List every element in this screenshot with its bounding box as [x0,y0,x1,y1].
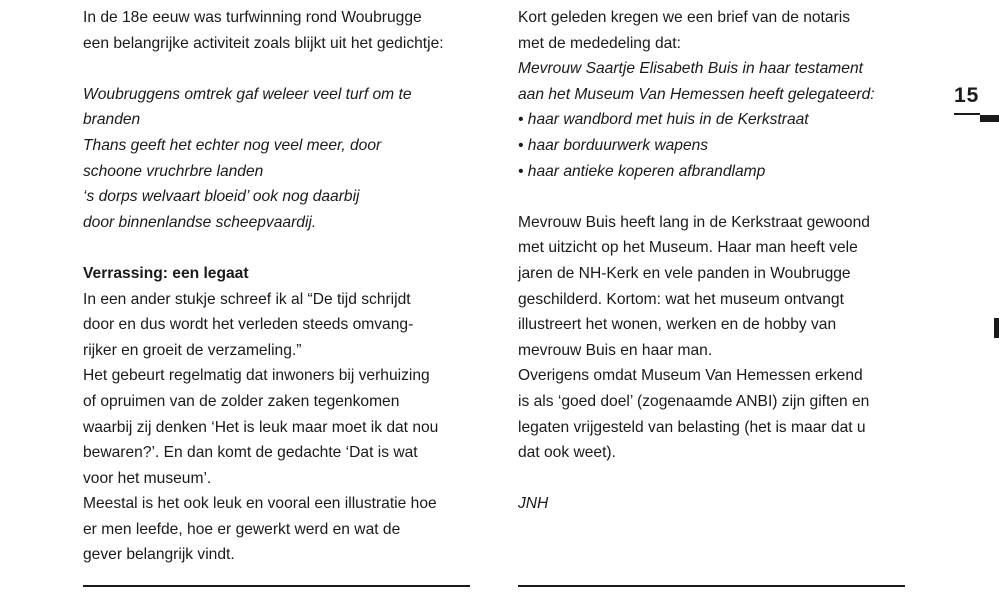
poem-line: Thans geeft het echter nog veel meer, door [83,136,382,154]
body-line: er men leefde, hoe er gewerkt werd en wat de [83,520,401,538]
intro-line: met de mededeling dat: [518,34,681,52]
body-line: met uitzicht op het Museum. Haar man heeft vele [518,239,858,257]
body-line: mevrouw Buis en haar man. [518,341,713,359]
left-bottom-rule [83,585,470,587]
paragraph-gap [83,56,473,82]
body-line: of opruimen van de zolder zaken tegenkomen [83,392,400,410]
bullet-item: • haar borduurwerk wapens [518,136,709,154]
body-line: In een ander stukje schreef ik al “De tijd schrijdt [83,290,411,308]
paragraph-gap [518,184,918,210]
body-line: is als ‘goed doel’ (zogenaamde ANBI) zijn giften en [518,392,870,410]
page-tab-marker [954,113,999,122]
page-number: 15 [954,84,980,107]
section-heading: Verrassing: een legaat [83,264,249,282]
page-tab-line [954,113,980,115]
margin-mark [994,318,999,338]
body-line: legaten vrijgesteld van belasting (het is maar dat u [518,418,866,436]
body-line: dat ook weet). [518,444,616,462]
bullet-item: • haar antieke koperen afbrandlamp [518,162,766,180]
right-bottom-rule [518,585,905,587]
poem-line: schoone vruchrbre landen [83,162,264,180]
body-line: waarbij zij denken ‘Het is leuk maar moet ik dat nou [83,418,439,436]
body-line: Meestal is het ook leuk en vooral een illustratie hoe [83,495,437,513]
page-tab-block [980,115,999,122]
body-line: door en dus wordt het verleden steeds omvang- [83,316,414,334]
poem-line: door binnenlandse scheepvaardij. [83,213,317,231]
paragraph-gap [518,466,918,492]
right-column [518,5,918,517]
body-line: Overigens omdat Museum Van Hemessen erkend [518,367,863,385]
body-line: illustreert het wonen, werken en de hobby van [518,316,837,334]
body-line: Mevrouw Buis heeft lang in de Kerkstraat gewoond [518,213,870,231]
intro-line: een belangrijke activiteit zoals blijkt uit het gedichtje: [83,34,444,52]
signature: JNH [518,495,549,513]
poem-line: Woubruggens omtrek gaf weleer veel turf om te [83,85,412,103]
left-column [83,5,473,568]
poem-line: ‘s dorps welvaart bloeid’ ook nog daarbij [83,188,360,206]
body-line: geschilderd. Kortom: wat het museum ontvangt [518,290,844,308]
body-line: jaren de NH-Kerk en vele panden in Woubrugge [518,264,851,282]
body-line: voor het museum’. [83,469,212,487]
body-line: rijker en groeit de verzameling.” [83,341,302,359]
bullet-item: • haar wandbord met huis in de Kerkstraat [518,111,809,129]
body-line: bewaren?’. En dan komt de gedachte ‘Dat is wat [83,444,418,462]
quote-line: Mevrouw Saartje Elisabeth Buis in haar testament [518,60,863,78]
intro-line: In de 18e eeuw was turfwinning rond Woubrugge [83,9,422,26]
intro-line: Kort geleden kregen we een brief van de notaris [518,9,851,26]
poem-line: branden [83,111,141,129]
body-line: gever belangrijk vindt. [83,546,235,564]
body-line: Het gebeurt regelmatig dat inwoners bij verhuizing [83,367,430,385]
quote-line: aan het Museum Van Hemessen heeft gelegateerd: [518,85,875,103]
paragraph-gap [83,235,473,261]
